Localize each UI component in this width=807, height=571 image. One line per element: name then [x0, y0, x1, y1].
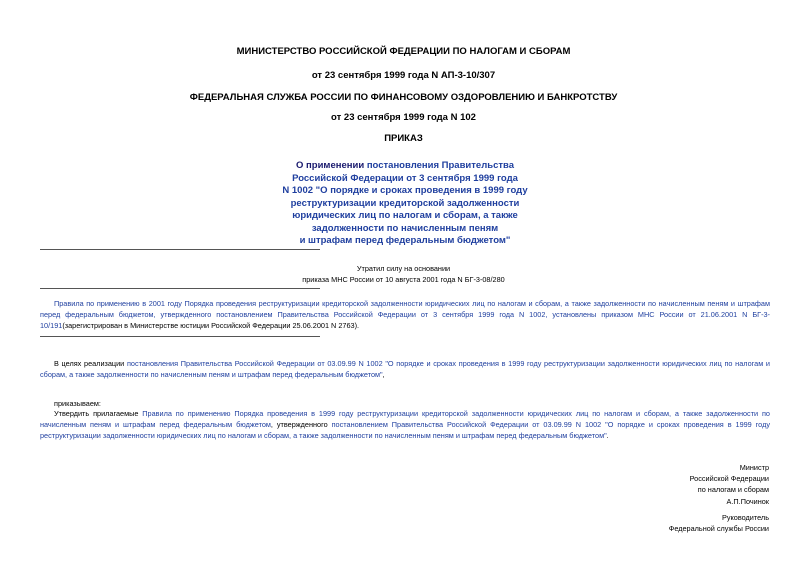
- minister-country: Российской Федерации: [689, 474, 769, 484]
- title-link[interactable]: постановления Правительства: [366, 160, 514, 171]
- title-line-6[interactable]: задолженности по начисленным пеням: [311, 222, 499, 234]
- approve-paragraph: [40, 408, 770, 441]
- doc-type-heading: ПРИКАЗ: [384, 133, 423, 144]
- title-line-5[interactable]: юридических лиц по налогам и сборам, а также: [292, 210, 518, 221]
- title-prefix: О применении: [296, 160, 367, 171]
- approve-prefix: Утвердить прилагаемые: [54, 409, 143, 418]
- note-paragraph: [40, 298, 770, 331]
- ministry-heading: МИНИСТЕРСТВО РОССИЙСКОЙ ФЕДЕРАЦИИ ПО НАЛОГАМ И СБОРАМ: [236, 46, 571, 57]
- divider: [40, 336, 320, 337]
- title-line-2[interactable]: Российской Федерации от 3 сентября 1999 года: [292, 172, 518, 184]
- head-organization: Федеральной службы России: [668, 524, 769, 534]
- date-heading-1: от 23 сентября 1999 года N АП-3-10/307: [311, 70, 496, 81]
- divider: [40, 288, 320, 289]
- title-line-7[interactable]: и штрафам перед федеральным бюджетом": [299, 235, 511, 246]
- title-line-4[interactable]: реструктуризации кредиторской задолженности: [290, 197, 520, 209]
- minister-signature: [690, 462, 769, 507]
- note-link[interactable]: Правила по применению в 2001 году Порядка проведения реструктуризации кредиторской задолженности юридических лиц по налогам и сборам, а также задолженности по начисленным пеням и штрафам перед федеральным бюджетом, утвержденного постановлением Правительства Российской Федерации от 3 сентября 1999 года N 1002, установлены приказом МНС России от 21.06.2001 N БГ-3-10/191: [40, 299, 770, 330]
- approve-link-2[interactable]: постановлением Правительства Российской Федерации от 03.09.99 N 1002 "О порядке и сроках проведения в 1999 году реструктуризации задолженности юридических лиц по налогам и сборам, а также задолженности по начисленным пеням и штрафам перед федеральным бюджетом": [40, 420, 770, 440]
- approve-link[interactable]: Правила по применению Порядка проведения в 1999 году реструктуризации кредиторской задолженности юридических лиц по налогам и сборам, а также задолженности по начисленным пеням и штрафам перед федеральным бюджетом: [40, 409, 770, 429]
- order-line: приказываем:: [54, 399, 101, 408]
- date-heading-2: от 23 сентября 1999 года N 102: [331, 112, 476, 123]
- divider: [40, 249, 320, 250]
- head-title: Руководитель: [721, 513, 769, 522]
- head-signature: [669, 512, 769, 534]
- intro-prefix: В целях реализации: [54, 359, 127, 368]
- status-line-2[interactable]: приказа МНС России от 10 августа 2001 года N БГ-3-08/280: [302, 275, 505, 284]
- minister-name: А.П.Починок: [726, 496, 769, 506]
- minister-title: Министр: [739, 463, 769, 472]
- approve-mid: , утвержденного: [270, 420, 332, 429]
- title-line-3[interactable]: N 1002 "О порядке и сроках проведения в 1999 году: [282, 185, 528, 196]
- intro-link[interactable]: постановления Правительства Российской Федерации от 03.09.99 N 1002 "О порядке и сроках проведения в 1999 году реструктуризации задолженности юридических лиц по налогам и сборам, а также задолженности по начисленным пеням и штрафам перед федеральным бюджетом": [40, 359, 770, 379]
- approve-suffix: .: [606, 431, 609, 440]
- intro-paragraph: [40, 358, 770, 380]
- intro-suffix: ,: [382, 370, 385, 379]
- document-title: [250, 160, 560, 248]
- status-line-1: Утратил силу на основании: [356, 264, 451, 273]
- note-suffix: (зарегистрирован в Министерстве юстиции Российской Федерации 25.06.2001 N 2763).: [62, 321, 360, 330]
- minister-department: по налогам и сборам: [697, 485, 769, 495]
- service-heading: ФЕДЕРАЛЬНАЯ СЛУЖБА РОССИИ ПО ФИНАНСОВОМУ ОЗДОРОВЛЕНИЮ И БАНКРОТСТВУ: [189, 92, 618, 103]
